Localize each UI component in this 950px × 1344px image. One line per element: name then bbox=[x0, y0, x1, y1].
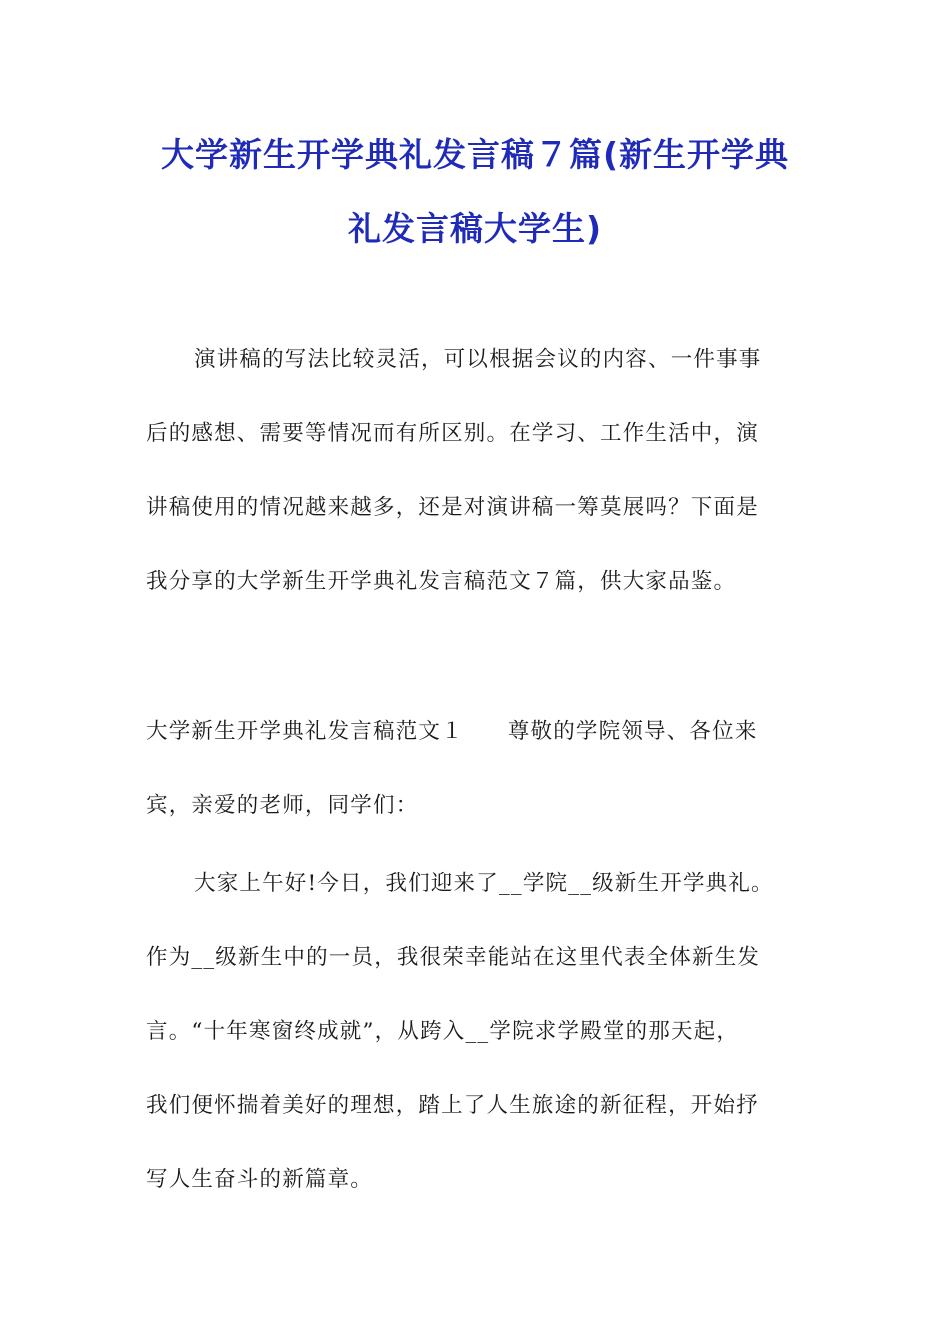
intro-line-2: 后的感想、需要等情况而有所区别。在学习、工作生活中，演 bbox=[146, 421, 759, 446]
document-title bbox=[130, 118, 820, 266]
intro-line-3: 讲稿使用的情况越来越多，还是对演讲稿一筹莫展吗？下面是 bbox=[146, 495, 759, 520]
section-1-heading: 大学新生开学典礼发言稿范文１ bbox=[146, 719, 464, 744]
intro-paragraph bbox=[146, 323, 806, 619]
intro-line-1: 演讲稿的写法比较灵活，可以根据会议的内容、一件事事 bbox=[194, 347, 762, 372]
title-line-1: 大学新生开学典礼发言稿７篇(新生开学典 bbox=[160, 135, 790, 174]
body-line-3: 言。“十年寒窗终成就”，从跨入__学院求学殿堂的那天起， bbox=[146, 1019, 740, 1044]
body-line-2: 作为__级新生中的一员，我很荣幸能站在这里代表全体新生发 bbox=[146, 945, 761, 970]
greeting-part-2: 宾，亲爱的老师，同学们： bbox=[146, 793, 419, 818]
section-1-heading-line bbox=[146, 695, 806, 769]
body-line-5: 写人生奋斗的新篇章。 bbox=[146, 1167, 374, 1192]
title-line-2: 礼发言稿大学生) bbox=[347, 209, 603, 248]
speech-paragraph bbox=[146, 847, 806, 1217]
intro-line-4: 我分享的大学新生开学典礼发言稿范文７篇，供大家品鉴。 bbox=[146, 569, 737, 594]
body-line-1: 大家上午好!今日，我们迎来了__学院__级新生开学典礼。 bbox=[194, 871, 774, 896]
section-1-opening bbox=[146, 695, 806, 843]
body-line-4: 我们便怀揣着美好的理想，踏上了人生旅途的新征程，开始抒 bbox=[146, 1093, 759, 1118]
greeting-part-1: 尊敬的学院领导、各位来 bbox=[507, 719, 758, 744]
